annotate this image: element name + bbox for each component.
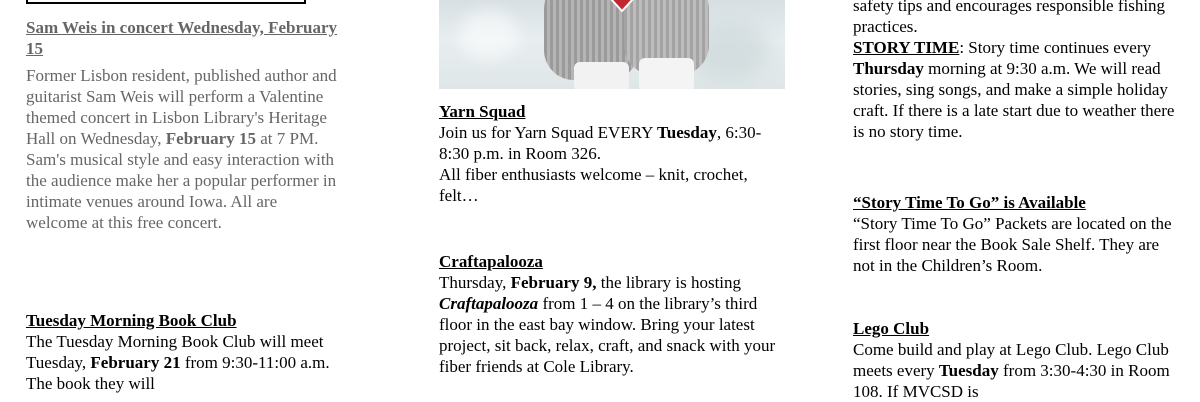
- book-club-heading: Tuesday Morning Book Club: [26, 311, 237, 330]
- yarn-squad-note: All fiber enthusiasts welcome – knit, crochet, felt…: [439, 165, 748, 205]
- yarn-squad-body: Join us for Yarn Squad EVERY Tuesday, 6:30-8:30 p.m. in Room 326.: [439, 123, 762, 163]
- craftapalooza-body: Thursday, February 9, the library is hosting Craftapalooza from 1 – 4 on the library’s third floor in the east bay window. Bring your latest project, sit back, relax, craft, and snack with your fiber friends at Cole Library.: [439, 273, 776, 376]
- sam-weis-body: Former Lisbon resident, published author and guitarist Sam Weis will perform a Valentine themed concert in Lisbon Library's Heritage Hall on Wednesday, February 15 at 7 PM. Sam's musical style and easy interaction with the audience make her a popular performer in intimate venues around Iowa. All are welcome at this free concert.: [26, 66, 337, 232]
- lego-club-heading: Lego Club: [853, 319, 930, 338]
- story-time-body: STORY TIME: Story time continues every Thursday morning at 9:30 a.m. We will read stories, sing songs, and make a simple holiday craft. If there is a late start due to weather there is no story time.: [853, 38, 1175, 141]
- heart-icon: [607, 0, 637, 12]
- boxed-header-edge: [26, 0, 306, 4]
- craftapalooza-heading: Craftapalooza: [439, 252, 543, 271]
- fishing-continued-text: safety tips and encourages responsible fishing practices.: [853, 0, 1166, 36]
- yarn-squad-heading: Yarn Squad: [439, 102, 526, 121]
- story-time-to-go-body: “Story Time To Go” Packets are located on the first floor near the Book Sale Shelf. They are not in the Children’s Room.: [853, 214, 1172, 275]
- story-time-to-go-heading: “Story Time To Go” is Available: [853, 193, 1086, 212]
- lego-club-body: Come build and play at Lego Club. Lego Club meets every Tuesday from 3:30-4:30 in Room 108. If MVCSD is: [853, 340, 1170, 401]
- mittens-heart-photo: [439, 0, 785, 89]
- book-club-body: The Tuesday Morning Book Club will meet Tuesday, February 21 from 9:30-11:00 a.m. The book they will: [26, 332, 330, 393]
- sam-weis-heading: Sam Weis in concert Wednesday, February 15: [26, 18, 338, 58]
- story-time-heading: STORY TIME: [853, 38, 960, 57]
